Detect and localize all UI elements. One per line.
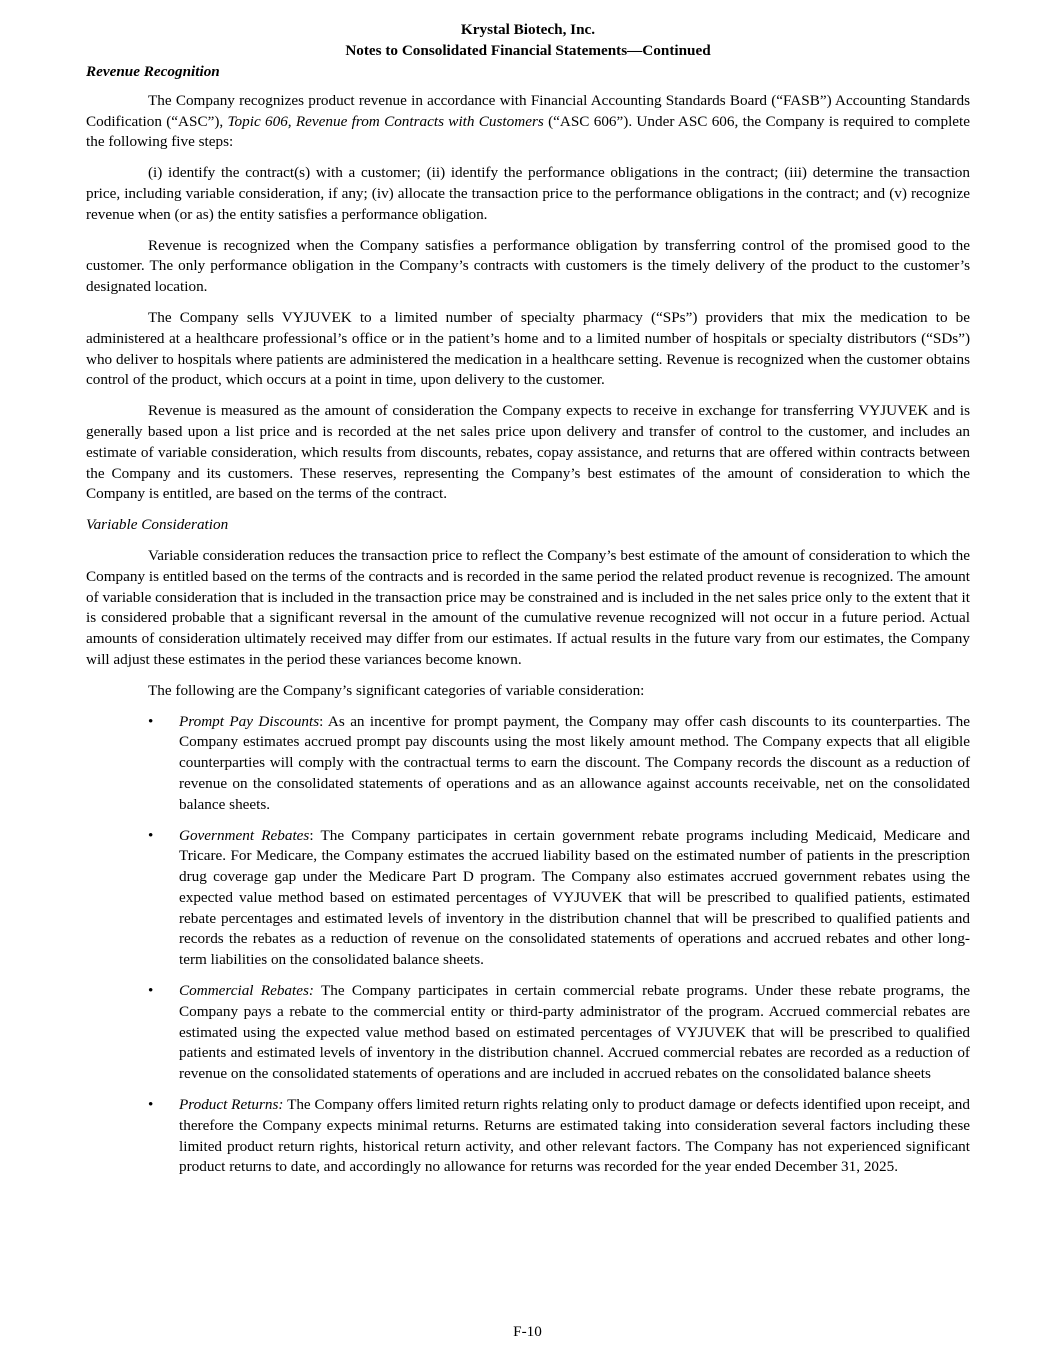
bullet-icon: • <box>148 982 154 1000</box>
paragraph-five-steps: (i) identify the contract(s) with a customer; (ii) identify the performance obligations in the contract; (iii) determine the transaction price, including variable consideration, if any; (iv) allocate the transaction price to the performance obligations in the contract; and (v) recognize revenue when (or as) the entity satisfies a performance obligation. <box>86 164 970 223</box>
document-page <box>86 20 970 1188</box>
list-item-text: The Company participates in certain commercial rebate programs. Under these rebate programs, the Company pays a rebate to the commercial entity or third-party administrator of the program. Accrued commercial rebates are estimated using the expected value method based on estimated percentages of VYJUVEK that will be prescribed to qualified patients and estimated levels of inventory in the distribution channel. Accrued commercial rebates are recorded as a reduction of revenue on the consolidated statements of operations and are included in accrued rebates on the consolidated balance sheets <box>179 982 970 1083</box>
list-item-text: The Company participates in certain government rebate programs including Medicaid, Medicare and Tricare. For Medicare, the Company estimates the accrued liability based on the estimated number of patients in the prescription drug coverage gap under the Medicare Part D program. The Company also estimates accrued government rebates using the expected value method based on estimated percentages of VYJUVEK that will be prescribed to qualified patients, estimated rebate percentages and estimated levels of inventory in the distribution channel that will be prescribed to qualified patients and records the rebates as a reduction of revenue on the consolidated statements of operations and accrued rebates and other long-term liabilities on the consolidated balance sheets. <box>179 826 970 969</box>
bullet-icon: • <box>148 712 154 730</box>
list-item-term: Government Rebates <box>179 826 310 844</box>
paragraph-categories-lead: The following are the Company’s significant categories of variable consideration: <box>148 681 645 699</box>
list-item-text: As an incentive for prompt payment, the Company may offer cash discounts to its counterparties. The Company estimates accrued prompt pay discounts using the most likely amount method. The Company expects that all eligible counterparties will comply with the contractual terms to earn the discount. The Company records the discount as a reduction of revenue on the consolidated statements of operations and as an allowance against accounts receivable, net on the consolidated balance sheets. <box>179 712 970 813</box>
bullet-icon: • <box>148 826 154 844</box>
company-name: Krystal Biotech, Inc. <box>460 21 596 38</box>
paragraph-vyjuvek-sales: The Company sells VYJUVEK to a limited number of specialty pharmacy (“SPs”) providers that mix the medication to be administered at a healthcare professional’s office or in the patient’s home and to a limited number of hospitals or specialty distributors (“SDs”) who deliver to hospitals where patients are administered the medication in a healthcare setting. Revenue is recognized when the customer obtains control of the product, which occurs at a point in time, upon delivery to the customer. <box>86 308 970 389</box>
list-item-government-rebates <box>86 826 970 972</box>
page-number: F-10 <box>513 1323 542 1340</box>
document-subtitle: Notes to Consolidated Financial Statements—Continued <box>345 41 711 59</box>
list-item-text: The Company offers limited return rights relating only to product damage or defects identified upon receipt, and therefore the Company expects minimal returns. Returns are estimated taking into consideration several factors including these limited product return rights, historical return activity, and other relevant factors. The Company has not experienced significant product returns to date, and accordingly no allowance for returns was recorded for the year ended December 31, 2025. <box>179 1096 970 1176</box>
bullet-icon: • <box>148 1096 154 1114</box>
paragraph-text: The Company recognizes product revenue in accordance with Financial Accounting Standards Board (“FASB”) Accounting Standards Codification (“ASC”), <box>86 91 970 130</box>
list-item-term: Commercial Rebates: <box>179 982 314 1000</box>
list-item-term: Product Returns: <box>179 1096 284 1114</box>
list-item-term: Prompt Pay Discounts <box>179 712 320 730</box>
section-title-revenue-recognition: Revenue Recognition <box>86 63 220 80</box>
list-item-separator <box>314 982 321 999</box>
topic-reference: Topic 606, Revenue from Contracts with Customers <box>227 112 544 130</box>
variable-consideration-list <box>86 712 970 1179</box>
paragraph-revenue-measurement: Revenue is measured as the amount of consideration the Company expects to receive in exchange for transferring VYJUVEK and is generally based upon a list price and is recorded at the net sales price upon delivery and transfer of control to the customer, and includes an estimate of variable consideration, which results from discounts, rebates, copay assistance, and returns that are offered within contracts between the Company and its customers. These reserves, representing the Company’s best estimates of the amount of consideration to which the Company is entitled, are based on the terms of the contract. <box>86 402 970 503</box>
paragraph-variable-consideration: Variable consideration reduces the transaction price to reflect the Company’s best estimate of the amount of consideration to which the Company is entitled based on the terms of the contracts and is recorded in the same period the related product revenue is recognized. The amount of variable consideration that is included in the transaction price may be constrained and is included in the net sales price only to the extent that it is considered probable that a significant reversal in the amount of the cumulative revenue recognized will not occur in a future period. Actual amounts of consideration ultimately received may differ from our estimates. If actual results in the future vary from our estimates, the Company will adjust these estimates in the period these variances become known. <box>86 546 970 668</box>
list-item-separator: : <box>309 826 321 844</box>
list-item-commercial-rebates <box>86 981 970 1085</box>
list-item-separator: : <box>319 712 328 730</box>
list-item-product-returns <box>86 1095 970 1178</box>
list-item-prompt-pay-discounts <box>86 712 970 816</box>
section-title-variable-consideration: Variable Consideration <box>86 516 229 534</box>
paragraph-asc-606 <box>86 91 970 153</box>
paragraph-performance-obligation: Revenue is recognized when the Company satisfies a performance obligation by transferring control of the promised good to the customer. The only performance obligation in the Company’s contracts with customers is the timely delivery of the product to the customer’s designated location. <box>86 236 970 296</box>
paragraph-text: (“ASC 606”). Under ASC 606, the Company is required to complete the following five steps: <box>86 112 970 151</box>
